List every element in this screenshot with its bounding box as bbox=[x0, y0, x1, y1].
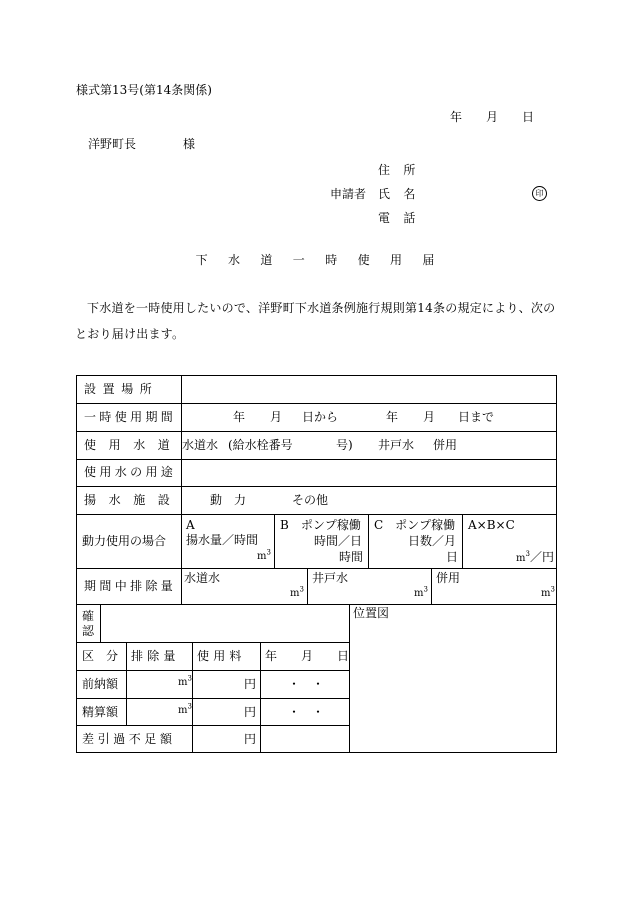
row-label-pump: 揚水施設 bbox=[84, 493, 183, 507]
period-month: 月 bbox=[270, 410, 283, 424]
power-a-unit bbox=[257, 548, 271, 562]
power-d-unit bbox=[516, 551, 554, 564]
pump-power: 動 力 bbox=[210, 493, 247, 507]
water-well: 井戸水 bbox=[378, 438, 415, 452]
fee-row-settled-label: 精算額 bbox=[82, 705, 119, 719]
period-day-to: 日まで bbox=[458, 410, 495, 424]
fee-header-date: 年 月 日 bbox=[265, 649, 350, 663]
power-a-unit-sup: 3 bbox=[266, 548, 271, 557]
power-d-unit-m: m bbox=[516, 553, 526, 564]
power-c-text1: 日数／月 bbox=[408, 534, 457, 548]
period-month-end: 月 bbox=[423, 410, 436, 424]
discharge-combined-unit bbox=[541, 585, 555, 599]
water-hydrant-close: 号) bbox=[336, 438, 353, 452]
power-b-text1: 時間／日 bbox=[314, 534, 363, 548]
date-year: 年 bbox=[450, 110, 463, 124]
addressee: 洋野町長 bbox=[88, 137, 137, 151]
fee-row-prepaid-yen: 円 bbox=[244, 677, 257, 691]
water-hydrant-number: (給水栓番号 bbox=[228, 438, 293, 452]
power-d-unit-yen: ／円 bbox=[529, 550, 554, 564]
fee-row-difference-label: 差引過不足額 bbox=[82, 732, 176, 746]
period-year-end: 年 bbox=[386, 410, 399, 424]
fee-header-fee: 使用料 bbox=[197, 649, 246, 663]
applicant-phone-label: 電 話 bbox=[378, 211, 421, 225]
applicant-address-label: 住 所 bbox=[378, 163, 421, 177]
fee-header-discharge: 排除量 bbox=[131, 649, 180, 663]
power-a-unit-m: m bbox=[257, 551, 267, 562]
honorific: 様 bbox=[183, 137, 196, 151]
discharge-well: 井戸水 bbox=[312, 571, 349, 585]
confirm-label: 確認 bbox=[82, 609, 95, 638]
period-year: 年 bbox=[233, 410, 246, 424]
fee-row-settled-unit-sup: 3 bbox=[187, 702, 192, 711]
fee-header-category: 区 分 bbox=[82, 649, 119, 663]
row-label-discharge: 期間中排除量 bbox=[84, 579, 177, 593]
discharge-tap-unit-m: m bbox=[290, 588, 300, 599]
power-a-text: 揚水量／時間 bbox=[186, 533, 259, 547]
seal-mark bbox=[532, 186, 547, 201]
applicant-label: 申請者 bbox=[330, 187, 367, 201]
date-month: 月 bbox=[486, 110, 499, 124]
period-day-from: 日から bbox=[302, 410, 339, 424]
power-b-label: B ポンプ稼働 bbox=[280, 518, 361, 532]
fee-row-settled-date: ・ ・ bbox=[288, 705, 325, 719]
seal-icon: 印 bbox=[532, 186, 547, 201]
date-day: 日 bbox=[522, 110, 535, 124]
location-map-label: 位置図 bbox=[353, 606, 390, 620]
fee-row-prepaid-unit-sup: 3 bbox=[187, 674, 192, 683]
fee-row-prepaid-unit bbox=[178, 674, 192, 688]
fee-row-prepaid-label: 前納額 bbox=[82, 677, 119, 691]
discharge-combined: 併用 bbox=[436, 571, 461, 585]
discharge-tap: 水道水 bbox=[184, 571, 221, 585]
fee-row-settled-unit-m: m bbox=[178, 705, 188, 716]
water-tap: 水道水 bbox=[182, 438, 219, 452]
discharge-combined-unit-m: m bbox=[541, 588, 551, 599]
fee-row-settled-unit bbox=[178, 702, 192, 716]
power-a-label: A bbox=[186, 518, 195, 532]
power-c-label: C ポンプ稼働 bbox=[374, 518, 456, 532]
discharge-well-unit-sup: 3 bbox=[423, 585, 428, 594]
discharge-tap-unit-sup: 3 bbox=[299, 585, 304, 594]
document-title: 下水道一時使用届 bbox=[195, 253, 455, 267]
fee-row-prepaid-unit-m: m bbox=[178, 677, 188, 688]
application-form-table bbox=[76, 375, 557, 753]
row-label-purpose: 使用水の用途 bbox=[84, 465, 177, 479]
power-c-text2: 日 bbox=[446, 550, 459, 564]
discharge-well-unit bbox=[414, 585, 428, 599]
body-text: 下水道を一時使用したいので、洋野町下水道条例施行規則第14条の規定により、次のとおり届け出ます。 bbox=[75, 301, 556, 341]
applicant-name-label: 氏 名 bbox=[378, 187, 421, 201]
power-d-label: A×B×C bbox=[468, 518, 515, 532]
discharge-combined-unit-sup: 3 bbox=[550, 585, 555, 594]
row-label-power-use: 動力使用の場合 bbox=[82, 534, 167, 548]
discharge-tap-unit bbox=[290, 585, 304, 599]
form-number: 様式第13号(第14条関係) bbox=[76, 83, 212, 97]
power-b-text2: 時間 bbox=[339, 550, 364, 564]
power-d-unit-sup: 3 bbox=[525, 550, 530, 558]
discharge-well-unit-m: m bbox=[414, 588, 424, 599]
row-label-water: 使用水道 bbox=[84, 438, 183, 452]
fee-row-prepaid-date: ・ ・ bbox=[288, 677, 325, 691]
fee-row-difference-yen: 円 bbox=[244, 732, 257, 746]
row-label-period: 一時使用期間 bbox=[84, 410, 177, 424]
water-combined: 併用 bbox=[433, 438, 458, 452]
fee-row-settled-yen: 円 bbox=[244, 705, 257, 719]
row-label-location: 設置場所 bbox=[84, 382, 159, 396]
pump-other: その他 bbox=[292, 493, 329, 507]
